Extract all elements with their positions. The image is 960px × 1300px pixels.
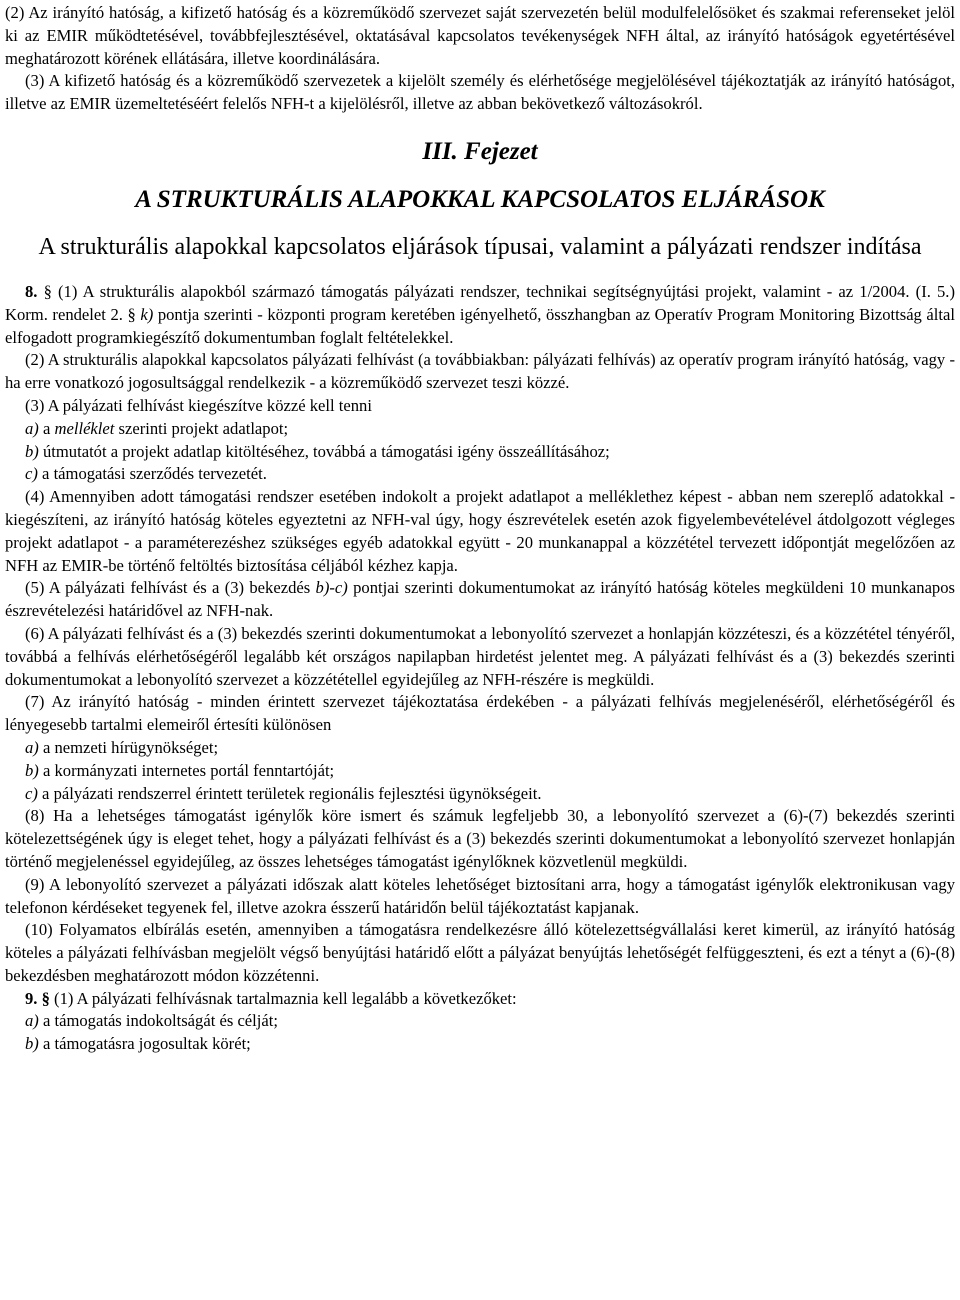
section-8-paragraph-3: (3) A pályázati felhívást kiegészítve közzé kell tenni: [25, 395, 372, 415]
section-8-number: 8.: [25, 281, 38, 301]
item-text: a nemzeti hírügynökséget;: [38, 737, 219, 757]
chapter-number: III. Fejezet: [422, 137, 538, 165]
section-sign: §: [43, 281, 52, 301]
section-8-paragraph-6: (6) A pályázati felhívást és a (3) bekezdés szerinti dokumentumokat a lebonyolító szervezet a honlapján közzéteszi, és a közzététel tényéről, továbbá a felhívás elérhetőségéről legalább két országos napilapban hirdetést jelentet meg. A pályázati felhívást és a (3) bekezdés szerinti dokumentumokat a lebonyolító szervezet a közzététellel egyidejűleg az NFH-részére is megküldi.: [5, 623, 955, 689]
paragraph-3-continued: (3) A kifizető hatóság és a közreműködő szervezetek a kijelölt személy és elérhetősége megjelölésével tájékoztatják az irányító hatóságot, illetve az EMIR üzemeltetéséért felelős NFH-t a kijelölésről, illetve az abban bekövetkező változásokról.: [5, 71, 955, 114]
s8-p7-item-c: [5, 783, 955, 806]
item-text: a támogatási szerződés tervezetét.: [37, 464, 267, 484]
s8-p5-text-a: (5) A pályázati felhívást és a (3) bekezdés: [25, 578, 316, 598]
item-text: szerinti projekt adatlapot;: [114, 418, 289, 438]
s9-p1-text: (1) A pályázati felhívásnak tartalmaznia kell legalább a következőket:: [49, 988, 517, 1008]
item-letter: b): [25, 760, 39, 780]
section-8-paragraph-7: (7) Az irányító hatóság - minden érintett szervezet tájékoztatása érdekében - a pályázati felhívás megjelenéséről, elérhetőségéről és lényegesebb tartalmi elemeiről értesíti különösen: [5, 692, 955, 735]
s8-p3-item-b: [5, 441, 955, 464]
annex-reference[interactable]: melléklet: [54, 418, 115, 438]
chapter-title: A STRUKTURÁLIS ALAPOKKAL KAPCSOLATOS ELJÁRÁSOK: [135, 185, 825, 213]
item-text: útmutatót a projekt adatlap kitöltéséhez, továbbá a támogatási igény összeállításához;: [38, 441, 610, 461]
section-8-paragraph-4: (4) Amennyiben adott támogatási rendszer esetében indokolt a projekt adatlapot a melléklethez képest - abban nem szereplő adatokkal - kiegészíteni, az irányító hatóság köteles egyeztetni az NFH-val úgy, hogy észrevételek esetén azok figyelembevételével átdolgozott végleges projekt adatlapot - a paraméterezéshez szükséges egyéb adatokkal együtt - 20 munkanappal a közzététel tervezett időpontját megelőzően az NFH az EMIR-be történő feltöltés biztosítása céljából kézhez kapja.: [5, 487, 955, 575]
s9-p1-item-a: [5, 1010, 955, 1033]
s8-p1-text-b: pontja szerinti - központi program keretében igényelhető, összhangban az Operatív Program Monitoring Bizottság által elfogadott programkiegészítő dokumentumban foglalt feltételekkel.: [5, 304, 955, 347]
item-letter: a): [25, 1011, 39, 1031]
item-letter: c): [25, 783, 38, 803]
item-letter: b): [25, 1034, 39, 1054]
section-sign: §: [127, 304, 136, 324]
section-8-paragraph-8: (8) Ha a lehetséges támogatást igénylők köre ismert és számuk legfeljebb 30, a lebonyolító szervezet a (6)-(7) bekezdés szerinti kötelezettségének úgy is eleget tehet, hogy a pályázati felhívást és a (3) bekezdés szerinti dokumentumokat a lebonyolító szervezet honlapján történő megjelenéssel egyidejűleg, az összes lehetséges támogatást igénylőknek közvetlenül megküldi.: [5, 806, 955, 871]
section-8-paragraph-5: [5, 577, 955, 623]
section-9-paragraph-1: [5, 988, 955, 1011]
item-letter: b): [25, 441, 39, 461]
item-text: a kormányzati internetes portál fenntartóját;: [38, 760, 335, 780]
item-text: a: [38, 418, 55, 438]
s8-p3-item-a: [5, 418, 955, 441]
s8-p3-item-c: [5, 463, 955, 486]
item-letter: c): [25, 464, 38, 484]
s8-p7-item-b: [5, 760, 955, 783]
section-8-paragraph-1: [5, 281, 955, 349]
item-text: a pályázati rendszerrel érintett területek regionális fejlesztési ügynökségeit.: [37, 783, 542, 803]
section-8-paragraph-2: (2) A strukturális alapokkal kapcsolatos pályázati felhívást (a továbbiakban: pályázati felhívás) az operatív program irányító hatóság, vagy - ha erre vonatkozó jogosultsággal rendelkezik - a közreműködő szervezet teszi közzé.: [5, 350, 955, 393]
s9-p1-item-b: [5, 1033, 955, 1056]
item-letter: a): [25, 737, 39, 757]
section-heading: A strukturális alapokkal kapcsolatos eljárások típusai, valamint a pályázati rendszer indítása: [38, 233, 922, 260]
section-sign: §: [41, 988, 50, 1008]
item-text: a támogatás indokoltságát és célját;: [38, 1011, 278, 1031]
section-9-number: 9.: [25, 988, 38, 1008]
s8-p5-points: b)-c): [315, 578, 348, 598]
s8-p5-text-b: pontjai szerinti dokumentumokat az irányító hatóság köteles megküldeni 10 munkanapos észrevételezési határidővel az NFH-nak.: [5, 578, 955, 621]
section-8-paragraph-9: (9) A lebonyolító szervezet a pályázati időszak alatt köteles lehetőséget biztosítani arra, hogy a támogatást igénylők elektronikusan vagy telefonon kérdéseket tegyenek fel, illetve azokra ésszerű határidőn belül tájékoztatást kapjanak.: [5, 874, 955, 917]
s8-p1-point-k: k): [140, 304, 154, 324]
section-8-paragraph-10: (10) Folyamatos elbírálás esetén, amennyiben a támogatásra rendelkezésre álló kötelezettségvállalási keret kimerül, az irányító hatóság köteles a pályázati felhívásban megjelölt végső benyújtási határidő előtt a pályázat benyújtás lehetőségét felfüggeszteni, és ezt a tényt a (6)-(8) bekezdésben meghatározott módon közzétenni.: [5, 920, 955, 985]
item-text: a támogatásra jogosultak körét;: [38, 1034, 251, 1054]
s8-p1-text-a: (1) A strukturális alapokból származó támogatás pályázati rendszer, technikai segítségnyújtási projekt, valamint - az 1/2004. (I. 5.) Korm. rendelet 2.: [5, 281, 955, 324]
s8-p7-item-a: [5, 737, 955, 760]
item-letter: a): [25, 418, 39, 438]
paragraph-2-continued: (2) Az irányító hatóság, a kifizető hatóság és a közreműködő szervezet saját szervezetén belül modulfelelősöket és szakmai referenseket jelöl ki az EMIR működtetésével, továbbfejlesztésével, oktatásával kapcsolatos tevékenységek NFH által, az irányító hatóságok egyetértésével meghatározott körének ellátására, illetve koordinálására.: [5, 3, 955, 68]
